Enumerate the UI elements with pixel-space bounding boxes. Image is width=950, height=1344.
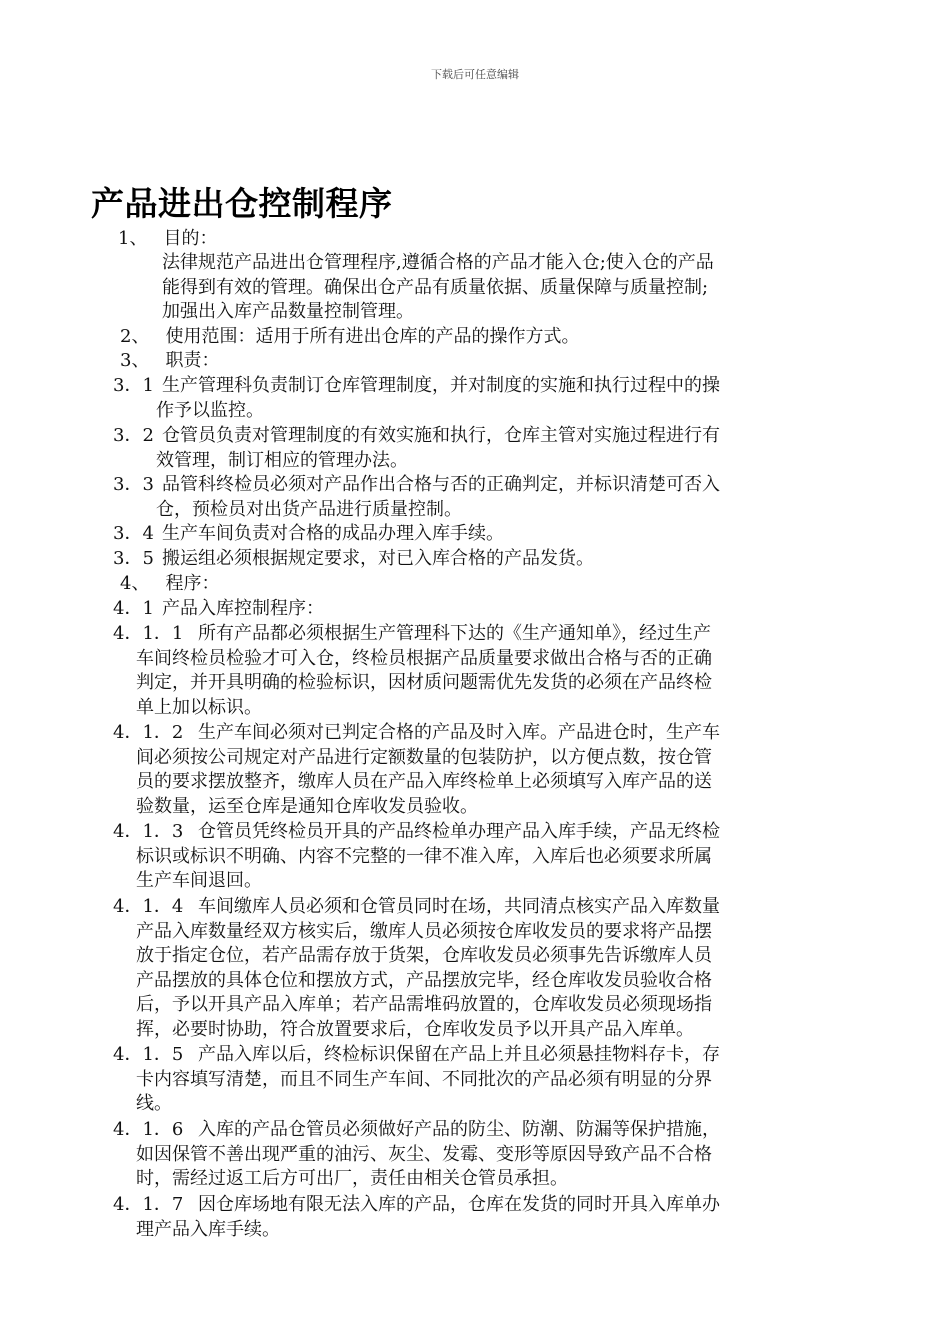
section-4-1-7-number: 4．1．7	[113, 1194, 184, 1215]
paragraph-line: 作予以监控。	[156, 399, 264, 421]
paragraph-line: 搬运组必须根据规定要求，对已入库合格的产品发货。	[162, 548, 594, 569]
paragraph-line: 因仓库场地有限无法入库的产品，仓库在发货的同时开具入库单办	[198, 1194, 720, 1215]
section-4-1-3-number: 4．1．3	[113, 821, 184, 842]
paragraph-line: 仓管员凭终检员开具的产品终检单办理产品入库手续，产品无终检	[198, 821, 720, 842]
section-3-1-body	[156, 374, 862, 423]
page-header-note: 下载后可任意编辑	[431, 68, 519, 81]
paragraph-line: 时，需经过返工后方可出厂，责任由相关仓管员承担。	[136, 1168, 568, 1189]
section-4-1-6-number: 4．1．6	[113, 1119, 184, 1140]
paragraph-line: 法律规范产品进出仓管理程序,遵循合格的产品才能入仓;使入仓的产品	[162, 252, 714, 273]
paragraph-line: 验数量，运至仓库是通知仓库收发员验收。	[136, 795, 478, 817]
paragraph-line: 标识或标识不明确、内容不完整的一律不准入库，入库后也必须要求所属	[136, 845, 712, 867]
paragraph-line: 挥，必要时协助，符合放置要求后，仓库收发员予以开具产品入库单。	[136, 1018, 694, 1040]
paragraph-line: 生产车间负责对合格的成品办理入库手续。	[162, 523, 504, 544]
section-4-1-1-number: 4．1．1	[113, 623, 184, 644]
section-4-1-5-number: 4．1．5	[113, 1044, 184, 1065]
paragraph-line: 车间终检员检验才可入仓，终检员根据产品质量要求做出合格与否的正确	[136, 647, 712, 669]
section-1-body	[162, 251, 862, 325]
paragraph-line: 卡内容填写清楚，而且不同生产车间、不同批次的产品必须有明显的分界	[136, 1068, 712, 1090]
paragraph-line: 产品入库以后，终检标识保留在产品上并且必须悬挂物料存卡，存	[198, 1044, 720, 1065]
paragraph-line: 产品摆放的具体仓位和摆放方式，产品摆放完毕，经仓库收发员验收合格	[136, 969, 712, 991]
section-1-heading	[118, 227, 217, 252]
paragraph-line: 放于指定仓位，若产品需存放于货架，仓库收发员必须事先告诉缴库人员	[136, 945, 712, 966]
section-3	[120, 349, 219, 374]
section-text: 程序：	[165, 573, 220, 594]
paragraph-line: 仓，预检员对出货产品进行质量控制。	[156, 498, 462, 520]
paragraph-line: 判定，并开具明确的检验标识，因材质问题需优先发货的必须在产品终检	[136, 672, 712, 693]
section-3-5-number: 3．5	[113, 548, 154, 569]
paragraph-line: 理产品入库手续。	[136, 1218, 280, 1240]
section-text: 职责：	[165, 350, 220, 371]
paragraph-line: 单上加以标识。	[136, 696, 262, 718]
section-label: 目的：	[163, 228, 218, 249]
paragraph-line: 加强出入库产品数量控制管理。	[162, 301, 414, 322]
section-4-1-number: 4．1	[113, 598, 154, 619]
section-number: 3、	[120, 350, 150, 371]
section-4-1-2-number: 4．1．2	[113, 722, 184, 743]
paragraph-line: 产品入库控制程序：	[162, 598, 324, 619]
section-text: 使用范围：适用于所有进出仓库的产品的操作方式。	[165, 326, 580, 347]
paragraph-line: 间必须按公司规定对产品进行定额数量的包装防护，以方便点数，按仓管	[136, 746, 712, 768]
section-3-3-body	[156, 473, 862, 522]
section-3-2-number: 3．2	[113, 425, 154, 446]
paragraph-line: 如因保管不善出现严重的油污、灰尘、发霉、变形等原因导致产品不合格	[136, 1143, 712, 1165]
paragraph-line: 生产管理科负责制订仓库管理制度，并对制度的实施和执行过程中的操	[162, 375, 720, 396]
section-3-1-number: 3．1	[113, 375, 154, 396]
document-title: 产品进出仓控制程序	[91, 184, 393, 223]
paragraph-line: 入库的产品仓管员必须做好产品的防尘、防潮、防漏等保护措施，	[198, 1119, 720, 1140]
section-number: 1、	[118, 228, 148, 249]
paragraph-line: 仓管员负责对管理制度的有效实施和执行，仓库主管对实施过程进行有	[162, 425, 720, 446]
section-3-2-body	[156, 424, 862, 473]
paragraph-line: 车间缴库人员必须和仓管员同时在场，共同清点核实产品入库数量	[198, 896, 720, 917]
section-3-3-number: 3．3	[113, 474, 154, 495]
paragraph-line: 生产车间退回。	[136, 870, 262, 891]
section-3-4-number: 3．4	[113, 523, 154, 544]
section-4-1-4-number: 4．1．4	[113, 896, 184, 917]
section-3-4-body	[162, 522, 862, 547]
paragraph-line: 产品入库数量经双方核实后，缴库人员必须按仓库收发员的要求将产品摆	[136, 920, 712, 942]
section-number: 2、	[120, 326, 150, 347]
paragraph-line: 生产车间必须对已判定合格的产品及时入库。产品进仓时，生产车	[198, 722, 720, 743]
paragraph-line: 效管理，制订相应的管理办法。	[156, 449, 408, 471]
paragraph-line: 后，予以开具产品入库单；若产品需堆码放置的，仓库收发员必须现场指	[136, 994, 712, 1015]
paragraph-line: 线。	[136, 1093, 172, 1114]
section-4-1-body	[162, 597, 862, 622]
section-4	[120, 572, 219, 597]
section-number: 4、	[120, 573, 150, 594]
section-2	[120, 325, 579, 350]
paragraph-line: 员的要求摆放整齐，缴库人员在产品入库终检单上必须填写入库产品的送	[136, 771, 712, 792]
paragraph-line: 所有产品都必须根据生产管理科下达的《生产通知单》，经过生产	[198, 623, 711, 644]
paragraph-line: 品管科终检员必须对产品作出合格与否的正确判定，并标识清楚可否入	[162, 474, 720, 495]
paragraph-line: 能得到有效的管理。确保出仓产品有质量依据、质量保障与质量控制;	[162, 276, 709, 298]
section-3-5-body	[162, 547, 862, 572]
